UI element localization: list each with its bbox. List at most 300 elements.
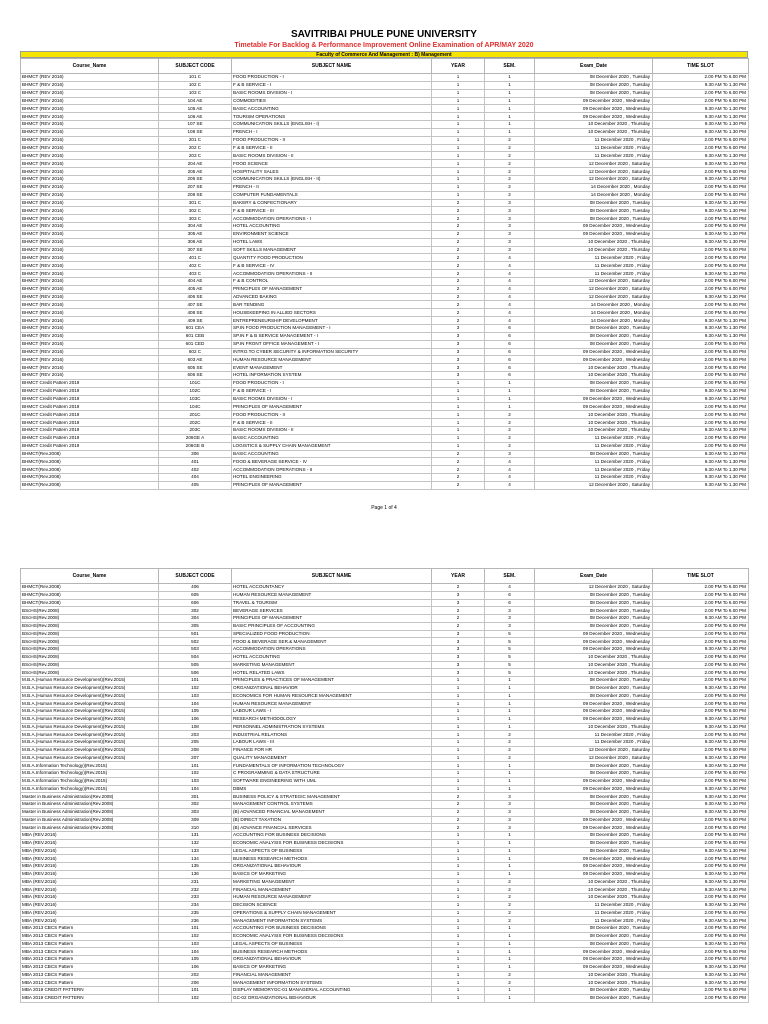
table-row bbox=[21, 607, 749, 615]
exam-date-cell: 11 December 2020 , Friday bbox=[535, 270, 653, 278]
table-row bbox=[21, 762, 749, 770]
sem-cell: 5 bbox=[485, 646, 535, 654]
table-row bbox=[21, 340, 749, 348]
exam-date-cell: 09 December 2020 , Wednesday bbox=[535, 816, 653, 824]
subject-name-cell: EVENT MANAGEMENT bbox=[232, 364, 432, 372]
year-cell: 1 bbox=[432, 855, 485, 863]
table-row bbox=[21, 994, 749, 1002]
time-slot-cell: 2.00 PM To 6.00 PM bbox=[653, 97, 749, 105]
course-name-cell: MBA 2013 CBCS Pattern bbox=[21, 956, 159, 964]
subject-name-cell: DBMS bbox=[232, 785, 432, 793]
subject-code-cell: 601 CED bbox=[159, 340, 232, 348]
time-slot-cell: 2.00 PM To 6.00 PM bbox=[653, 301, 749, 309]
table-row bbox=[21, 332, 749, 340]
time-slot-cell: 2.00 PM To 6.00 PM bbox=[653, 638, 749, 646]
subject-name-cell: SP.IN FOOD PRODUCTION MANAGEMENT - I bbox=[232, 325, 432, 333]
subject-name-cell: ORGANIZATIONAL BEHAVIOUR bbox=[232, 863, 432, 871]
table-row bbox=[21, 925, 749, 933]
time-slot-cell: 2.00 PM To 6.00 PM bbox=[653, 74, 749, 82]
subject-name-cell: MANAGEMENT INFORMATION SYSTEMS bbox=[232, 979, 432, 987]
subject-name-cell: FINANCIAL MANAGEMENT bbox=[232, 886, 432, 894]
subject-code-cell: 103 bbox=[159, 777, 232, 785]
subject-name-cell: ACCOMMODATION OPERATIONS - II bbox=[232, 466, 432, 474]
column-header-time-slot: TIME SLOT bbox=[653, 569, 749, 584]
time-slot-cell: 9.30 AM To 1.30 PM bbox=[653, 793, 749, 801]
subject-name-cell: OPERATIONS & SUPPLY CHAIN MANAGEMENT bbox=[232, 909, 432, 917]
table-body bbox=[21, 584, 749, 1003]
column-header-time-slot: TIME SLOT bbox=[653, 59, 749, 74]
subject-name-cell: ORGANIZATIONAL BEHAVIOR bbox=[232, 684, 432, 692]
subject-code-cell: 302 bbox=[159, 607, 232, 615]
table-row bbox=[21, 956, 749, 964]
subject-name-cell: BASIC ROOMS DIVISION - I bbox=[232, 395, 432, 403]
time-slot-cell: 2.00 PM To 6.00 PM bbox=[653, 832, 749, 840]
course-name-cell: BHMCT Credit Pattern 2019 bbox=[21, 434, 159, 442]
table-row bbox=[21, 379, 749, 387]
time-slot-cell: 9.30 AM To 1.30 PM bbox=[653, 646, 749, 654]
subject-name-cell: MARKETING MANAGEMENT bbox=[232, 661, 432, 669]
table-row bbox=[21, 160, 749, 168]
year-cell: 1 bbox=[432, 183, 485, 191]
timetable-page-1 bbox=[20, 28, 748, 512]
time-slot-cell: 2.00 PM To 6.00 PM bbox=[653, 599, 749, 607]
time-slot-cell: 9.30 AM To 1.30 PM bbox=[653, 878, 749, 886]
time-slot-cell: 2.00 PM To 6.00 PM bbox=[653, 855, 749, 863]
course-name-cell: BHMCT (REV 2016) bbox=[21, 277, 159, 285]
sem-cell: 2 bbox=[485, 909, 535, 917]
table-row bbox=[21, 622, 749, 630]
sem-cell: 1 bbox=[485, 948, 535, 956]
subject-name-cell: PRINCIPLES & PRACTICES OF MANAGEMENT bbox=[232, 677, 432, 685]
subject-name-cell: LEGAL ASPECTS OF BUSINESS bbox=[232, 847, 432, 855]
subject-code-cell: 603 AE bbox=[159, 356, 232, 364]
table-row bbox=[21, 855, 749, 863]
course-name-cell: BHMCT (REV 2016) bbox=[21, 317, 159, 325]
subject-name-cell: FOOD PRODUCTION - II bbox=[232, 411, 432, 419]
sem-cell: 4 bbox=[485, 466, 535, 474]
table-row bbox=[21, 434, 749, 442]
table-header-row bbox=[21, 59, 749, 74]
table-body bbox=[21, 74, 749, 490]
year-cell: 2 bbox=[432, 207, 485, 215]
table-row bbox=[21, 661, 749, 669]
course-name-cell: BHMCT (REV 2016) bbox=[21, 223, 159, 231]
course-name-cell: M.B.A.(Human Resource Development)(Rev.2015) bbox=[21, 754, 159, 762]
time-slot-cell: 2.00 PM To 6.00 PM bbox=[653, 708, 749, 716]
table-row bbox=[21, 630, 749, 638]
sem-cell: 1 bbox=[485, 832, 535, 840]
time-slot-cell: 2.00 PM To 6.00 PM bbox=[653, 692, 749, 700]
subject-code-cell: 405 bbox=[159, 481, 232, 489]
year-cell: 2 bbox=[432, 215, 485, 223]
course-name-cell: BScHS(Rev.2008) bbox=[21, 646, 159, 654]
year-cell: 3 bbox=[432, 599, 485, 607]
year-cell: 1 bbox=[432, 731, 485, 739]
subject-code-cell: 101 bbox=[159, 987, 232, 995]
course-name-cell: BHMCT Credit Pattern 2019 bbox=[21, 387, 159, 395]
course-name-cell: BHMCT Credit Pattern 2019 bbox=[21, 426, 159, 434]
exam-date-cell: 08 December 2020 , Tuesday bbox=[535, 450, 653, 458]
exam-date-cell: 10 December 2020 , Thursday bbox=[535, 661, 653, 669]
course-name-cell: BHMCT Credit Pattern 2019 bbox=[21, 379, 159, 387]
year-cell: 2 bbox=[432, 458, 485, 466]
exam-date-cell: 08 December 2020 , Tuesday bbox=[535, 325, 653, 333]
sem-cell: 3 bbox=[485, 824, 535, 832]
exam-date-cell: 10 December 2020 , Thursday bbox=[535, 723, 653, 731]
sem-cell: 2 bbox=[485, 434, 535, 442]
subject-name-cell: HOTEL RELATED LAWS bbox=[232, 669, 432, 677]
exam-date-cell: 08 December 2020 , Tuesday bbox=[535, 340, 653, 348]
subject-name-cell: FINANCE FOR HR bbox=[232, 746, 432, 754]
subject-code-cell: 233 bbox=[159, 894, 232, 902]
sem-cell: 4 bbox=[485, 317, 535, 325]
table-row bbox=[21, 136, 749, 144]
course-name-cell: BHMCT Credit Pattern 2019 bbox=[21, 403, 159, 411]
subject-name-cell: HOTEL ENGINEERING bbox=[232, 474, 432, 482]
subject-name-cell: SOFT SKILLS MANAGEMENT bbox=[232, 246, 432, 254]
sem-cell: 3 bbox=[485, 622, 535, 630]
subject-code-cell: 203 bbox=[159, 731, 232, 739]
table-row bbox=[21, 715, 749, 723]
subject-name-cell: PRINCIPLES OF MANAGEMENT bbox=[232, 615, 432, 623]
exam-date-cell: 08 December 2020 , Tuesday bbox=[535, 615, 653, 623]
time-slot-cell: 9.30 AM To 1.30 PM bbox=[653, 207, 749, 215]
sem-cell: 4 bbox=[485, 254, 535, 262]
subject-name-cell: PRINCIPLES OF MANAGEMENT bbox=[232, 481, 432, 489]
column-header-year: YEAR bbox=[432, 59, 485, 74]
table-row bbox=[21, 684, 749, 692]
subject-name-cell: HOUSEKEEPING IN ALLIED SECTORS bbox=[232, 309, 432, 317]
subject-name-cell: BUSINESS RESEARCH METHODS bbox=[232, 948, 432, 956]
exam-date-cell: 09 December 2020 , Wednesday bbox=[535, 715, 653, 723]
year-cell: 3 bbox=[432, 364, 485, 372]
exam-date-cell: 09 December 2020 , Wednesday bbox=[535, 395, 653, 403]
sem-cell: 1 bbox=[485, 105, 535, 113]
sem-cell: 2 bbox=[485, 191, 535, 199]
course-name-cell: M.B.A.(Human Resource Development)(Rev.2015) bbox=[21, 715, 159, 723]
year-cell: 1 bbox=[432, 442, 485, 450]
table-row bbox=[21, 301, 749, 309]
course-name-cell: MBA (REV.2016) bbox=[21, 832, 159, 840]
year-cell: 1 bbox=[432, 191, 485, 199]
subject-code-cell: 201 C bbox=[159, 136, 232, 144]
year-cell: 2 bbox=[432, 293, 485, 301]
subject-name-cell: MANAGEMENT INFORMATION SYSTEMS bbox=[232, 917, 432, 925]
year-cell: 1 bbox=[432, 832, 485, 840]
subject-code-cell: 234 bbox=[159, 901, 232, 909]
sem-cell: 1 bbox=[485, 97, 535, 105]
subject-code-cell: 302 bbox=[159, 801, 232, 809]
course-name-cell: MBA 2013 CBCS Pattern bbox=[21, 940, 159, 948]
exam-date-cell: 11 December 2020 , Friday bbox=[535, 434, 653, 442]
subject-code-cell: 203 C bbox=[159, 152, 232, 160]
time-slot-cell: 9.30 AM To 1.30 PM bbox=[653, 474, 749, 482]
year-cell: 3 bbox=[432, 348, 485, 356]
subject-name-cell: LOGISTICS & SUPPLY CHAIN MANAGEMENT bbox=[232, 442, 432, 450]
subject-name-cell: COMMODITIES bbox=[232, 97, 432, 105]
subject-name-cell: QUALITY MANAGEMENT bbox=[232, 754, 432, 762]
year-cell: 1 bbox=[432, 692, 485, 700]
subject-code-cell: 208 SE bbox=[159, 191, 232, 199]
course-name-cell: MBA 2013 CBCS Pattern bbox=[21, 948, 159, 956]
sem-cell: 2 bbox=[485, 971, 535, 979]
column-header-course: Course_Name bbox=[21, 59, 159, 74]
exam-date-cell: 11 December 2020 , Friday bbox=[535, 909, 653, 917]
year-cell: 2 bbox=[432, 270, 485, 278]
sem-cell: 3 bbox=[485, 215, 535, 223]
exam-date-cell: 09 December 2020 , Wednesday bbox=[535, 630, 653, 638]
exam-date-cell: 10 December 2020 , Thursday bbox=[535, 669, 653, 677]
subject-name-cell: MARKETING MANAGEMENT bbox=[232, 878, 432, 886]
subject-code-cell: 307 SE bbox=[159, 246, 232, 254]
year-cell: 1 bbox=[432, 870, 485, 878]
subject-name-cell: QUANTITY FOOD PRODUCTION bbox=[232, 254, 432, 262]
table-header-row bbox=[21, 569, 749, 584]
year-cell: 3 bbox=[432, 340, 485, 348]
sem-cell: 1 bbox=[485, 715, 535, 723]
course-name-cell: BHMCT (REV 2016) bbox=[21, 230, 159, 238]
subject-code-cell: 202 C bbox=[159, 144, 232, 152]
course-name-cell: BHMCT (REV 2016) bbox=[21, 128, 159, 136]
table-row bbox=[21, 356, 749, 364]
time-slot-cell: 2.00 PM To 6.00 PM bbox=[653, 246, 749, 254]
year-cell: 1 bbox=[432, 917, 485, 925]
table-row bbox=[21, 262, 749, 270]
sem-cell: 1 bbox=[485, 700, 535, 708]
exam-date-cell: 08 December 2020 , Tuesday bbox=[535, 591, 653, 599]
subject-code-cell: 105 bbox=[159, 708, 232, 716]
course-name-cell: M.B.A.(Human Resource Development)(Rev.2015) bbox=[21, 731, 159, 739]
subject-name-cell: TOURISM OPERATIONS bbox=[232, 113, 432, 121]
subject-name-cell: BASICS OF MARKETING bbox=[232, 963, 432, 971]
subject-code-cell: 108 bbox=[159, 723, 232, 731]
year-cell: 2 bbox=[432, 615, 485, 623]
column-header-sem: SEM. bbox=[485, 569, 535, 584]
course-name-cell: M.B.A.Information Technology)(Rev.2015) bbox=[21, 777, 159, 785]
exam-date-cell: 12 December 2020 , Saturday bbox=[535, 481, 653, 489]
sem-cell: 6 bbox=[485, 372, 535, 380]
time-slot-cell: 9.30 AM To 1.30 PM bbox=[653, 870, 749, 878]
exam-date-cell: 11 December 2020 , Friday bbox=[535, 917, 653, 925]
subject-code-cell: 301 bbox=[159, 793, 232, 801]
time-slot-cell: 2.00 PM To 6.00 PM bbox=[653, 144, 749, 152]
time-slot-cell: 9.30 AM To 1.30 PM bbox=[653, 332, 749, 340]
sem-cell: 6 bbox=[485, 325, 535, 333]
table-row bbox=[21, 739, 749, 747]
exam-date-cell: 09 December 2020 , Wednesday bbox=[535, 356, 653, 364]
table-row bbox=[21, 387, 749, 395]
subject-code-cell: 302 C bbox=[159, 207, 232, 215]
subject-code-cell: 202C bbox=[159, 419, 232, 427]
subject-code-cell: 310 bbox=[159, 824, 232, 832]
subject-name-cell: FRENCH - II bbox=[232, 183, 432, 191]
course-name-cell: BHMCT(Rev.2008) bbox=[21, 458, 159, 466]
time-slot-cell: 9.30 AM To 1.30 PM bbox=[653, 426, 749, 434]
time-slot-cell: 2.00 PM To 6.00 PM bbox=[653, 419, 749, 427]
course-name-cell: BHMCT (REV 2016) bbox=[21, 168, 159, 176]
subject-code-cell: 206 SE bbox=[159, 175, 232, 183]
sem-cell: 2 bbox=[485, 426, 535, 434]
time-slot-cell: 9.30 AM To 1.30 PM bbox=[653, 466, 749, 474]
time-slot-cell: 9.30 AM To 1.30 PM bbox=[653, 395, 749, 403]
subject-name-cell: BASIC ROOMS DIVISION - I bbox=[232, 89, 432, 97]
course-name-cell: MBA 2013 CBCS Pattern bbox=[21, 932, 159, 940]
exam-date-cell: 08 December 2020 , Tuesday bbox=[535, 387, 653, 395]
time-slot-cell: 9.30 AM To 1.30 PM bbox=[653, 128, 749, 136]
subject-code-cell: 133 bbox=[159, 847, 232, 855]
sem-cell: 6 bbox=[485, 340, 535, 348]
table-row bbox=[21, 183, 749, 191]
exam-date-cell: 11 December 2020 , Friday bbox=[535, 144, 653, 152]
sem-cell: 4 bbox=[485, 481, 535, 489]
time-slot-cell: 2.00 PM To 6.00 PM bbox=[653, 909, 749, 917]
sem-cell: 1 bbox=[485, 128, 535, 136]
course-name-cell: MBA 2013 CBCS Pattern bbox=[21, 979, 159, 987]
table-row bbox=[21, 254, 749, 262]
table-row bbox=[21, 669, 749, 677]
year-cell: 1 bbox=[432, 152, 485, 160]
sem-cell: 4 bbox=[485, 270, 535, 278]
exam-date-cell: 10 December 2020 , Thursday bbox=[535, 238, 653, 246]
subject-name-cell: LABOUR LAWS - III bbox=[232, 739, 432, 747]
table-row bbox=[21, 450, 749, 458]
column-header-exam-date: Exam_Date bbox=[535, 569, 653, 584]
exam-date-cell: 09 December 2020 , Wednesday bbox=[535, 223, 653, 231]
exam-date-cell: 10 December 2020 , Thursday bbox=[535, 979, 653, 987]
sem-cell: 6 bbox=[485, 356, 535, 364]
course-name-cell: MBA (REV.2016) bbox=[21, 839, 159, 847]
year-cell: 2 bbox=[432, 230, 485, 238]
year-cell: 1 bbox=[432, 754, 485, 762]
sem-cell: 4 bbox=[485, 309, 535, 317]
subject-code-cell: 231 bbox=[159, 878, 232, 886]
exam-date-cell: 10 December 2020 , Thursday bbox=[535, 426, 653, 434]
table-row bbox=[21, 89, 749, 97]
course-name-cell: Master in Business Administration(Rev.2008) bbox=[21, 801, 159, 809]
table-row bbox=[21, 419, 749, 427]
year-cell: 2 bbox=[432, 816, 485, 824]
year-cell: 1 bbox=[432, 762, 485, 770]
time-slot-cell: 2.00 PM To 6.00 PM bbox=[653, 630, 749, 638]
subject-name-cell: (B) ADVANCE FINANCIAL SERVICES bbox=[232, 824, 432, 832]
exam-date-cell: 08 December 2020 , Tuesday bbox=[535, 215, 653, 223]
table-row bbox=[21, 466, 749, 474]
exam-date-cell: 11 December 2020 , Friday bbox=[535, 458, 653, 466]
sem-cell: 1 bbox=[485, 770, 535, 778]
subject-code-cell: 102 C bbox=[159, 81, 232, 89]
year-cell: 3 bbox=[432, 630, 485, 638]
time-slot-cell: 9.30 AM To 1.30 PM bbox=[653, 481, 749, 489]
column-header-subject-name: SUBJECT NAME bbox=[232, 569, 432, 584]
subject-code-cell: 205 bbox=[159, 739, 232, 747]
course-name-cell: M.B.A.Information Technology)(Rev.2015) bbox=[21, 770, 159, 778]
subject-name-cell: LABOUR LAWS - I bbox=[232, 708, 432, 716]
table-row bbox=[21, 277, 749, 285]
year-cell: 1 bbox=[432, 105, 485, 113]
year-cell: 1 bbox=[432, 708, 485, 716]
table-row bbox=[21, 723, 749, 731]
year-cell: 2 bbox=[432, 607, 485, 615]
course-name-cell: BHMCT Credit Pattern 2019 bbox=[21, 419, 159, 427]
subject-code-cell: 207 SE bbox=[159, 183, 232, 191]
sem-cell: 2 bbox=[485, 411, 535, 419]
year-cell: 1 bbox=[432, 684, 485, 692]
subject-code-cell: 304 AE bbox=[159, 223, 232, 231]
sem-cell: 6 bbox=[485, 364, 535, 372]
time-slot-cell: 9.30 AM To 1.30 PM bbox=[653, 175, 749, 183]
table-row bbox=[21, 113, 749, 121]
year-cell: 1 bbox=[432, 987, 485, 995]
table-row bbox=[21, 215, 749, 223]
table-row bbox=[21, 839, 749, 847]
subject-name-cell: SPECIALIZED FOOD PRODUCTION bbox=[232, 630, 432, 638]
year-cell: 1 bbox=[432, 136, 485, 144]
exam-date-cell: 08 December 2020 , Tuesday bbox=[535, 940, 653, 948]
sem-cell: 3 bbox=[485, 607, 535, 615]
exam-date-cell: 09 December 2020 , Wednesday bbox=[535, 105, 653, 113]
exam-date-cell: 08 December 2020 , Tuesday bbox=[535, 692, 653, 700]
year-cell: 2 bbox=[432, 808, 485, 816]
table-row bbox=[21, 708, 749, 716]
subject-name-cell: COMPUTER FUNDAMENTALS bbox=[232, 191, 432, 199]
table-row bbox=[21, 777, 749, 785]
subject-code-cell: 101 bbox=[159, 762, 232, 770]
exam-date-cell: 09 December 2020 , Wednesday bbox=[535, 97, 653, 105]
course-name-cell: Master in Business Administration(Rev.2008) bbox=[21, 824, 159, 832]
exam-date-cell: 11 December 2020 , Friday bbox=[535, 901, 653, 909]
year-cell: 1 bbox=[432, 175, 485, 183]
sem-cell: 1 bbox=[485, 395, 535, 403]
exam-date-cell: 12 December 2020 , Saturday bbox=[535, 285, 653, 293]
subject-code-cell: 105 AE bbox=[159, 105, 232, 113]
column-header-exam-date: Exam_Date bbox=[535, 59, 653, 74]
subject-name-cell: COMMUNICATION SKILLS (ENGLISH - II) bbox=[232, 175, 432, 183]
subject-code-cell: 103 C bbox=[159, 89, 232, 97]
exam-date-cell: 08 December 2020 , Tuesday bbox=[535, 207, 653, 215]
course-name-cell: BScHS(Rev.2008) bbox=[21, 615, 159, 623]
time-slot-cell: 2.00 PM To 6.00 PM bbox=[653, 372, 749, 380]
course-name-cell: MBA 2019 CREDIT PATTERN bbox=[21, 994, 159, 1002]
sem-cell: 6 bbox=[485, 599, 535, 607]
exam-date-cell: 10 December 2020 , Thursday bbox=[535, 894, 653, 902]
year-cell: 1 bbox=[432, 160, 485, 168]
table-row bbox=[21, 238, 749, 246]
exam-date-cell: 11 December 2020 , Friday bbox=[535, 136, 653, 144]
table-row bbox=[21, 152, 749, 160]
subject-name-cell: FINANCIAL MANAGEMENT bbox=[232, 971, 432, 979]
sem-cell: 4 bbox=[485, 262, 535, 270]
year-cell: 1 bbox=[432, 746, 485, 754]
exam-date-cell: 12 December 2020 , Saturday bbox=[535, 175, 653, 183]
year-cell: 3 bbox=[432, 638, 485, 646]
year-cell: 2 bbox=[432, 285, 485, 293]
timetable-subtitle: Timetable For Backlog & Performance Improvement Online Examination of APR/MAY 2020 bbox=[234, 42, 534, 49]
exam-date-cell: 09 December 2020 , Wednesday bbox=[535, 863, 653, 871]
exam-date-cell: 08 December 2020 , Tuesday bbox=[535, 622, 653, 630]
sem-cell: 1 bbox=[485, 74, 535, 82]
sem-cell: 1 bbox=[485, 994, 535, 1002]
table-row bbox=[21, 646, 749, 654]
sem-cell: 5 bbox=[485, 653, 535, 661]
time-slot-cell: 2.00 PM To 6.00 PM bbox=[653, 932, 749, 940]
subject-code-cell: 206GE B bbox=[159, 442, 232, 450]
exam-date-cell: 12 December 2020 , Saturday bbox=[535, 754, 653, 762]
time-slot-cell: 2.00 PM To 6.00 PM bbox=[653, 622, 749, 630]
subject-code-cell: 103 bbox=[159, 940, 232, 948]
table-row bbox=[21, 199, 749, 207]
year-cell: 1 bbox=[432, 411, 485, 419]
year-cell: 1 bbox=[432, 770, 485, 778]
